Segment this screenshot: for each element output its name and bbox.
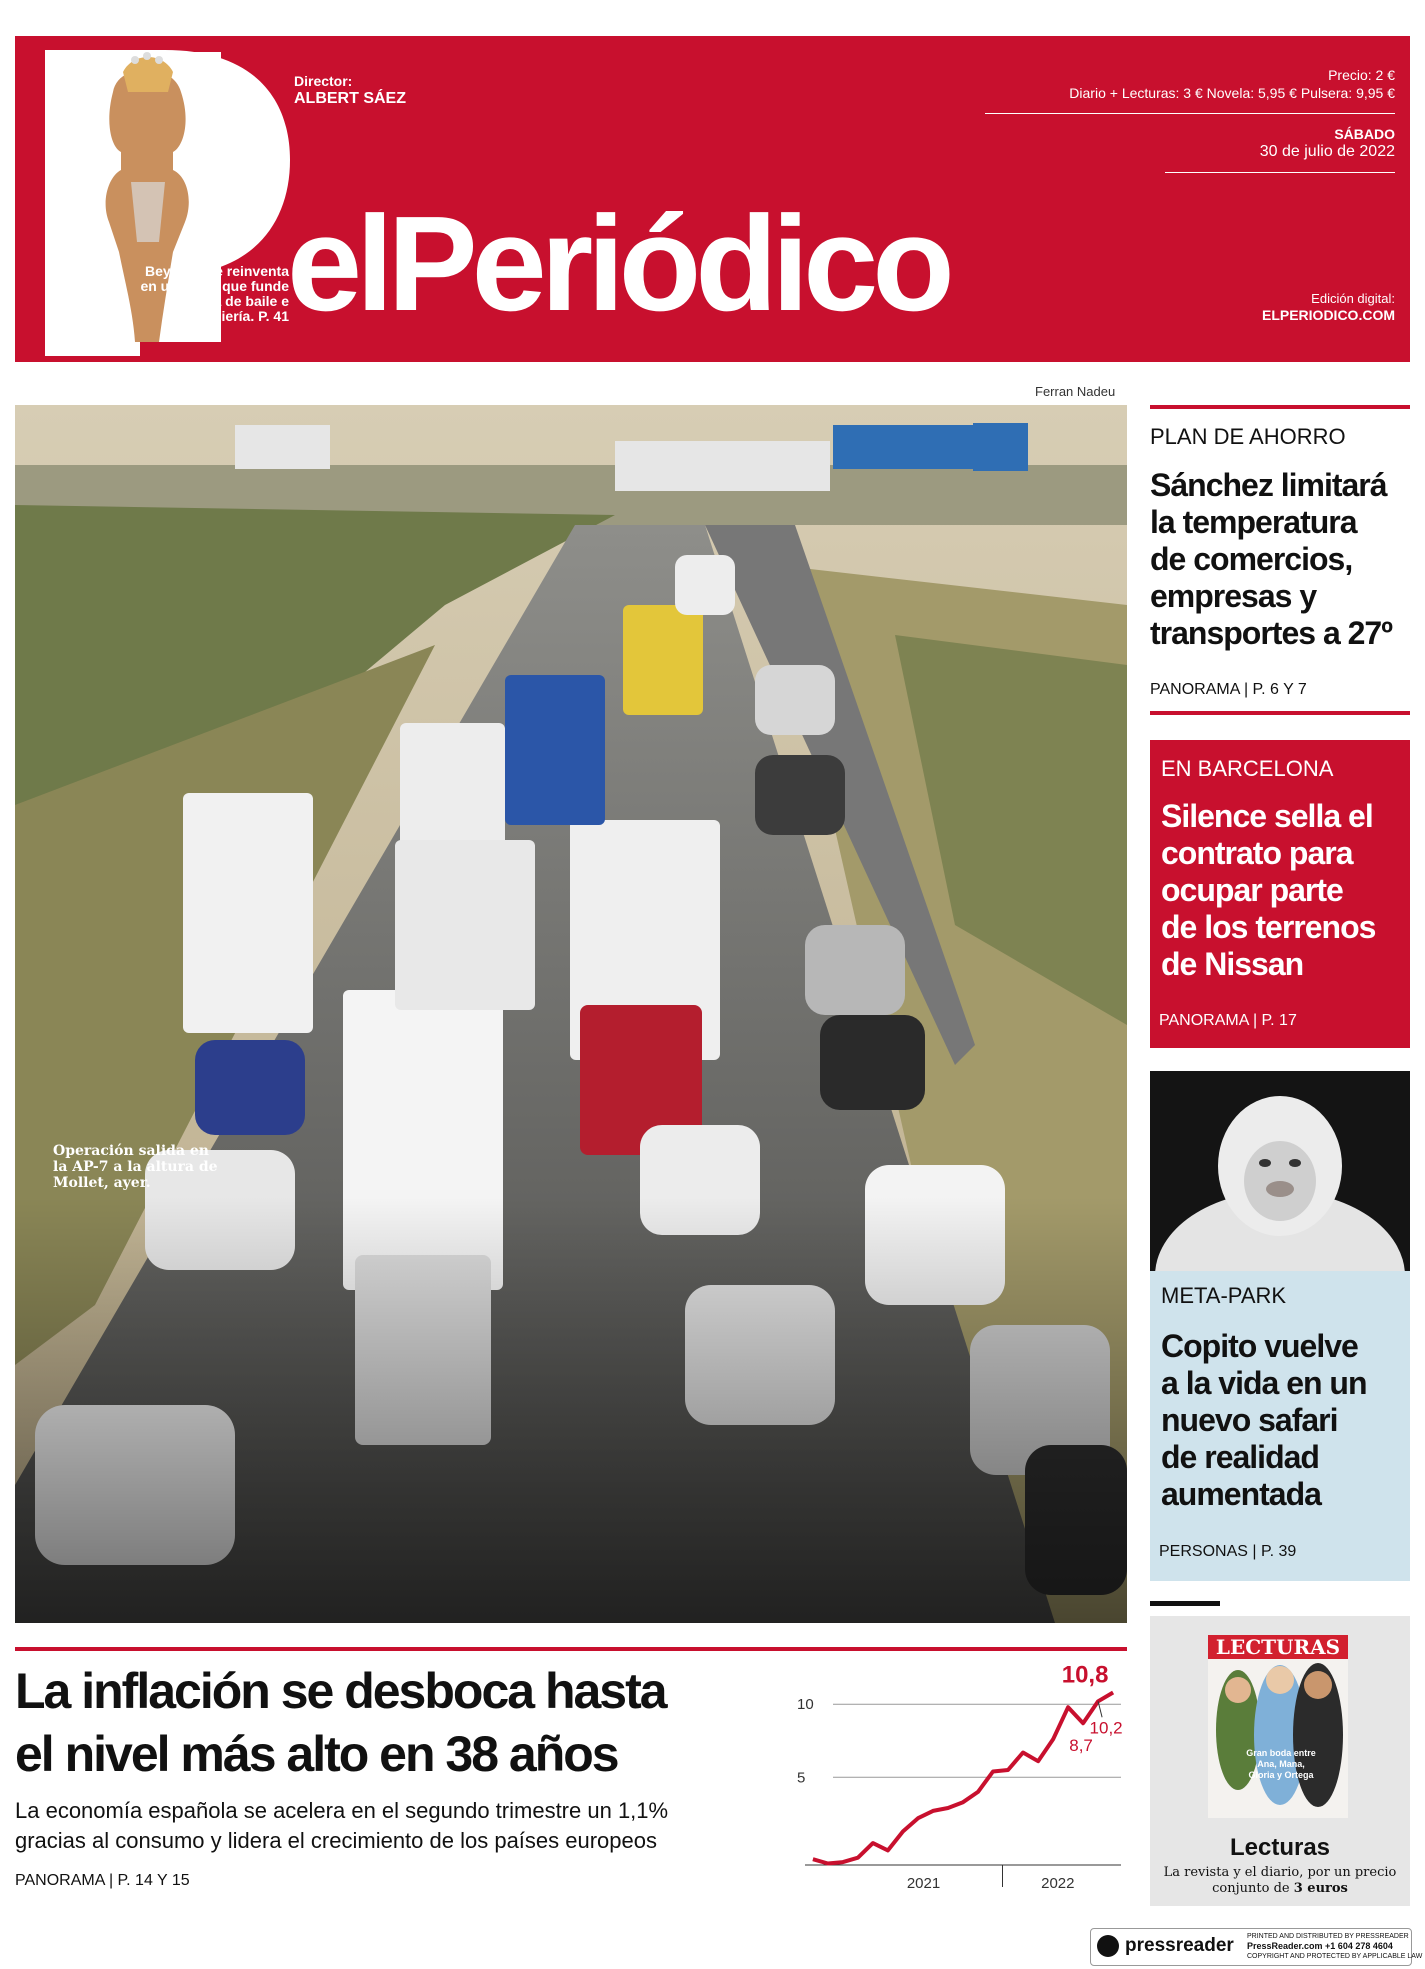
- story-box-blue[interactable]: [1150, 1271, 1410, 1581]
- red-rule: [1150, 405, 1410, 409]
- headline-line: de comercios,: [1150, 541, 1353, 577]
- magazine-logo: LECTURAS: [1215, 1635, 1341, 1659]
- red-rule: [15, 1647, 1127, 1651]
- chart-data-label: 10,8: [1061, 1665, 1109, 1689]
- section-ref[interactable]: PANORAMA | P. 17: [1159, 1012, 1297, 1029]
- kicker: EN BARCELONA: [1161, 756, 1334, 781]
- pressreader-icon: [1097, 1935, 1119, 1957]
- chart-x-tick-label: 2022: [1041, 1875, 1075, 1892]
- headline-line: ocupar parte: [1161, 872, 1343, 908]
- chart-x-tick-label: 2021: [906, 1875, 941, 1892]
- highway-photo: [15, 405, 1127, 1623]
- price-line: Precio: 2 €: [1328, 67, 1395, 83]
- headline-line: a la vida en un: [1161, 1365, 1367, 1401]
- photo-caption: Operación salida en la AP-7 a la altura de Mollet, ayer.: [53, 1143, 218, 1191]
- bundle-line: Diario + Lecturas: 3 € Novela: 5,95 € Pulsera: 9,95 €: [1069, 85, 1395, 101]
- subhead-line: gracias al consumo y lidera el crecimiento de los países europeos: [15, 1828, 657, 1853]
- headline-line: aumentada: [1161, 1476, 1321, 1512]
- headline-line: transportes a 27º: [1150, 615, 1392, 651]
- headline-line: La inflación se desboca hasta: [15, 1663, 666, 1719]
- promo-line: [1150, 1881, 1410, 1897]
- pressreader-text: [1247, 1932, 1422, 1961]
- section-ref[interactable]: PANORAMA | P. 14 Y 15: [15, 1872, 190, 1889]
- kicker: PLAN DE AHORRO: [1150, 424, 1346, 449]
- weekday: SÁBADO: [1334, 126, 1395, 142]
- chart-leader-line: [1098, 1701, 1102, 1717]
- headline-line: el nivel más alto en 38 años: [15, 1726, 618, 1782]
- chart-y-tick-label: 10: [797, 1696, 814, 1714]
- chart-series-line: [813, 1693, 1113, 1864]
- sidebar-headline: [1161, 798, 1406, 983]
- copito-photo[interactable]: [1150, 1071, 1410, 1271]
- director-label: Director:: [294, 73, 353, 89]
- chart-grid: [805, 1704, 1121, 1865]
- headline-line: de los terrenos: [1161, 909, 1376, 945]
- date: 30 de julio de 2022: [1259, 143, 1395, 160]
- divider: [1165, 172, 1395, 173]
- chart-data-label: 8,7: [1069, 1736, 1093, 1756]
- main-photo[interactable]: [15, 405, 1127, 1623]
- director-name: ALBERT SÁEZ: [294, 90, 406, 107]
- headline-line: contrato para: [1161, 835, 1353, 871]
- section-ref[interactable]: PERSONAS | P. 39: [1159, 1543, 1297, 1560]
- newspaper-logo[interactable]: elPeriódico: [287, 188, 949, 339]
- chart-x-ticks: [907, 1865, 1075, 1892]
- divider: [1150, 1601, 1220, 1606]
- sidebar-headline[interactable]: [1150, 467, 1410, 652]
- divider: [985, 113, 1395, 114]
- cover-caption[interactable]: Beyoncé se reinventa en un disco que funde música de baile e ingeniería. P. 41: [140, 263, 289, 324]
- promo-title: Lecturas: [1229, 1834, 1331, 1861]
- photo-credit: Ferran Nadeu: [1035, 384, 1116, 399]
- edition-url[interactable]: ELPERIODICO.COM: [1261, 307, 1395, 323]
- pressreader-line: PressReader.com +1 604 278 4604: [1247, 1941, 1393, 1951]
- red-rule: [1150, 711, 1410, 715]
- headline-line: Sánchez limitará: [1150, 467, 1387, 503]
- headline-line: nuevo safari: [1161, 1402, 1338, 1438]
- headline-line: de realidad: [1161, 1439, 1319, 1475]
- inflation-chart: [795, 1665, 1127, 1895]
- headline-line: Silence sella el: [1161, 798, 1373, 834]
- date-block: [1260, 125, 1395, 161]
- kicker: META-PARK: [1161, 1283, 1287, 1308]
- inflation-headline[interactable]: [15, 1660, 785, 1786]
- sidebar-headline: [1161, 1328, 1406, 1513]
- director-block: [294, 72, 406, 108]
- chart-y-ticks: [797, 1696, 814, 1786]
- promo-line: La revista y el diario, por un precio: [1163, 1865, 1397, 1880]
- pressreader-line: COPYRIGHT AND PROTECTED BY APPLICABLE LAW: [1247, 1953, 1423, 1960]
- edition-label: Edición digital:: [1311, 291, 1395, 306]
- pressreader-badge[interactable]: [1090, 1928, 1423, 1966]
- masthead: [15, 36, 1410, 362]
- inflation-subhead: [15, 1796, 785, 1856]
- lecturas-promo[interactable]: [1150, 1616, 1410, 1906]
- promo-text-part: conjunto de: [1212, 1881, 1290, 1896]
- pressreader-logo: pressreader: [1125, 1935, 1234, 1956]
- story-box-red[interactable]: [1150, 740, 1410, 1048]
- headline-line: la temperatura: [1150, 504, 1357, 540]
- promo-price: 3 euros: [1293, 1881, 1348, 1896]
- promo-text: [1150, 1865, 1410, 1897]
- edition-block: [1262, 290, 1395, 324]
- headline-line: empresas y: [1150, 578, 1317, 614]
- section-ref[interactable]: PANORAMA | P. 6 Y 7: [1150, 681, 1307, 698]
- headline-line: Copito vuelve: [1161, 1328, 1358, 1364]
- headline-line: de Nissan: [1161, 946, 1304, 982]
- pressreader-line: PRINTED AND DISTRIBUTED BY PRESSREADER: [1247, 1933, 1409, 1940]
- chart-data-label: 10,2: [1089, 1718, 1123, 1738]
- price-block: [1069, 66, 1395, 102]
- subhead-line: La economía española se acelera en el segundo trimestre un 1,1%: [15, 1798, 669, 1823]
- gorilla-image: [1150, 1071, 1410, 1271]
- chart-y-tick-label: 5: [797, 1769, 806, 1787]
- magazine-cover-text: Gran boda entre Ana, Mana, Gloria y Ortega: [1246, 1748, 1316, 1780]
- lecturas-cover: [1208, 1635, 1348, 1818]
